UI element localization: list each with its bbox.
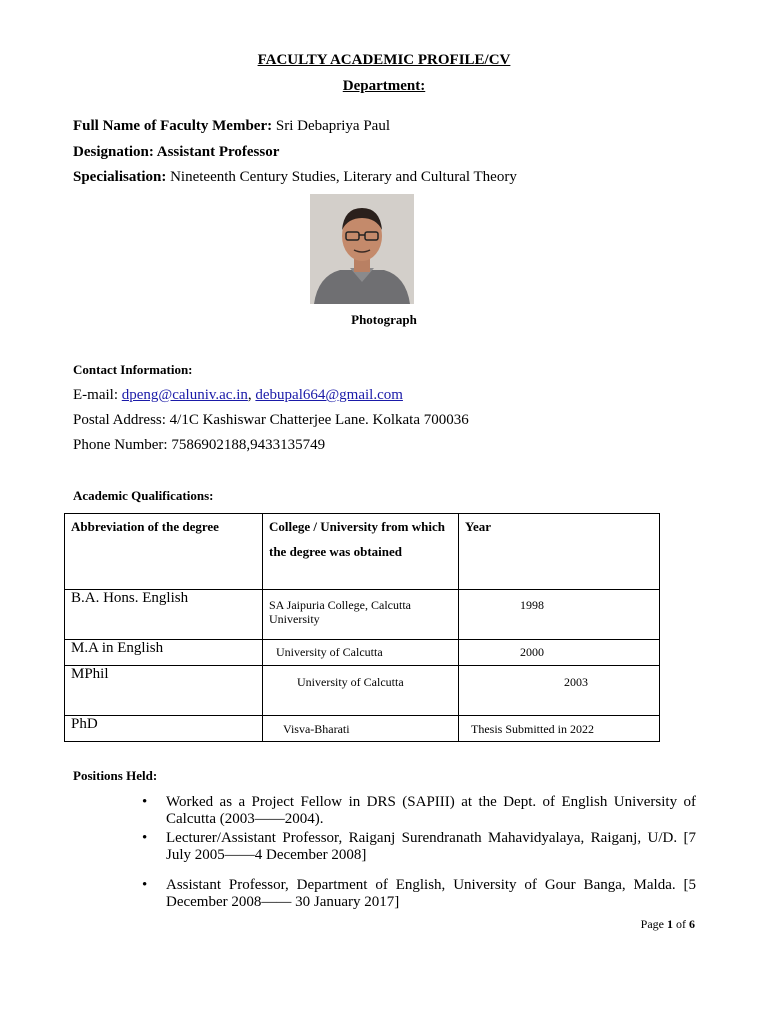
column-header-year: Year (459, 514, 660, 590)
column-header-institution: College / University from which the degree was obtained (263, 514, 459, 590)
page-total: 6 (689, 917, 695, 931)
full-name-label: Full Name of Faculty Member: (73, 118, 273, 134)
email-line (73, 387, 403, 404)
full-name-line (73, 118, 390, 135)
page-of: of (676, 917, 686, 931)
table-row (65, 716, 660, 742)
list-item (140, 794, 696, 828)
year-cell: 2000 (459, 640, 660, 666)
year-cell: Thesis Submitted in 2022 (459, 716, 660, 742)
specialisation-value: Nineteenth Century Studies, Literary and Cultural Theory (170, 169, 517, 185)
faculty-photo (310, 194, 414, 304)
bullet-icon: • (142, 794, 148, 810)
institution-cell: University of Calcutta (263, 666, 459, 716)
photo-caption: Photograph (351, 312, 417, 327)
page-word: Page (640, 917, 664, 931)
table-row (65, 666, 660, 716)
contact-heading: Contact Information: (73, 362, 193, 377)
department-label: Department: (342, 78, 426, 94)
degree-cell: MPhil (65, 666, 263, 716)
positions-heading: Positions Held: (73, 768, 158, 783)
position-text: Assistant Professor, Department of English, University of Gour Banga, Malda. [5 December 2008—— 30 January 2017] (166, 877, 696, 910)
page-current: 1 (667, 917, 673, 931)
position-text: Lecturer/Assistant Professor, Raiganj Surendranath Mahavidyalaya, Raiganj, U/D. [7 July 2005——4 December 2008] (166, 830, 696, 863)
table-row (65, 640, 660, 666)
bullet-icon: • (142, 830, 148, 846)
phone-number: Phone Number: 7586902188,9433135749 (73, 437, 326, 453)
institution-cell: Visva-Bharati (263, 716, 459, 742)
table-row (65, 590, 660, 640)
degree-cell: B.A. Hons. English (65, 590, 263, 640)
email-separator: , (247, 387, 252, 403)
table-header-row (65, 514, 660, 590)
column-header-degree: Abbreviation of the degree (65, 514, 263, 590)
degree-cell: M.A in English (65, 640, 263, 666)
email-link-secondary[interactable]: debupal664@gmail.com (255, 387, 403, 403)
qualifications-table (64, 513, 660, 742)
list-item (140, 877, 696, 911)
institution-cell: SA Jaipuria College, Calcutta University (263, 590, 459, 640)
designation: Designation: Assistant Professor (73, 144, 280, 160)
bullet-icon: • (142, 877, 148, 893)
positions-list (140, 794, 696, 911)
institution-cell: University of Calcutta (263, 640, 459, 666)
person-portrait-icon (310, 194, 414, 304)
document-title: FACULTY ACADEMIC PROFILE/CV (257, 52, 511, 68)
position-text: Worked as a Project Fellow in DRS (SAPIII) at the Dept. of English University of Calcutta (2003——2004). (166, 794, 696, 827)
page-number (641, 917, 695, 932)
specialisation-label: Specialisation: (73, 169, 167, 185)
postal-address: Postal Address: 4/1C Kashiswar Chatterjee Lane. Kolkata 700036 (73, 412, 469, 428)
degree-cell: PhD (65, 716, 263, 742)
year-cell: 2003 (459, 666, 660, 716)
qualifications-heading: Academic Qualifications: (73, 488, 214, 503)
full-name-value: Sri Debapriya Paul (275, 118, 390, 134)
email-label: E-mail: (73, 387, 118, 403)
list-item (140, 830, 696, 864)
email-link-primary[interactable]: dpeng@caluniv.ac.in (121, 387, 248, 403)
year-cell: 1998 (459, 590, 660, 640)
specialisation-line (73, 169, 517, 186)
